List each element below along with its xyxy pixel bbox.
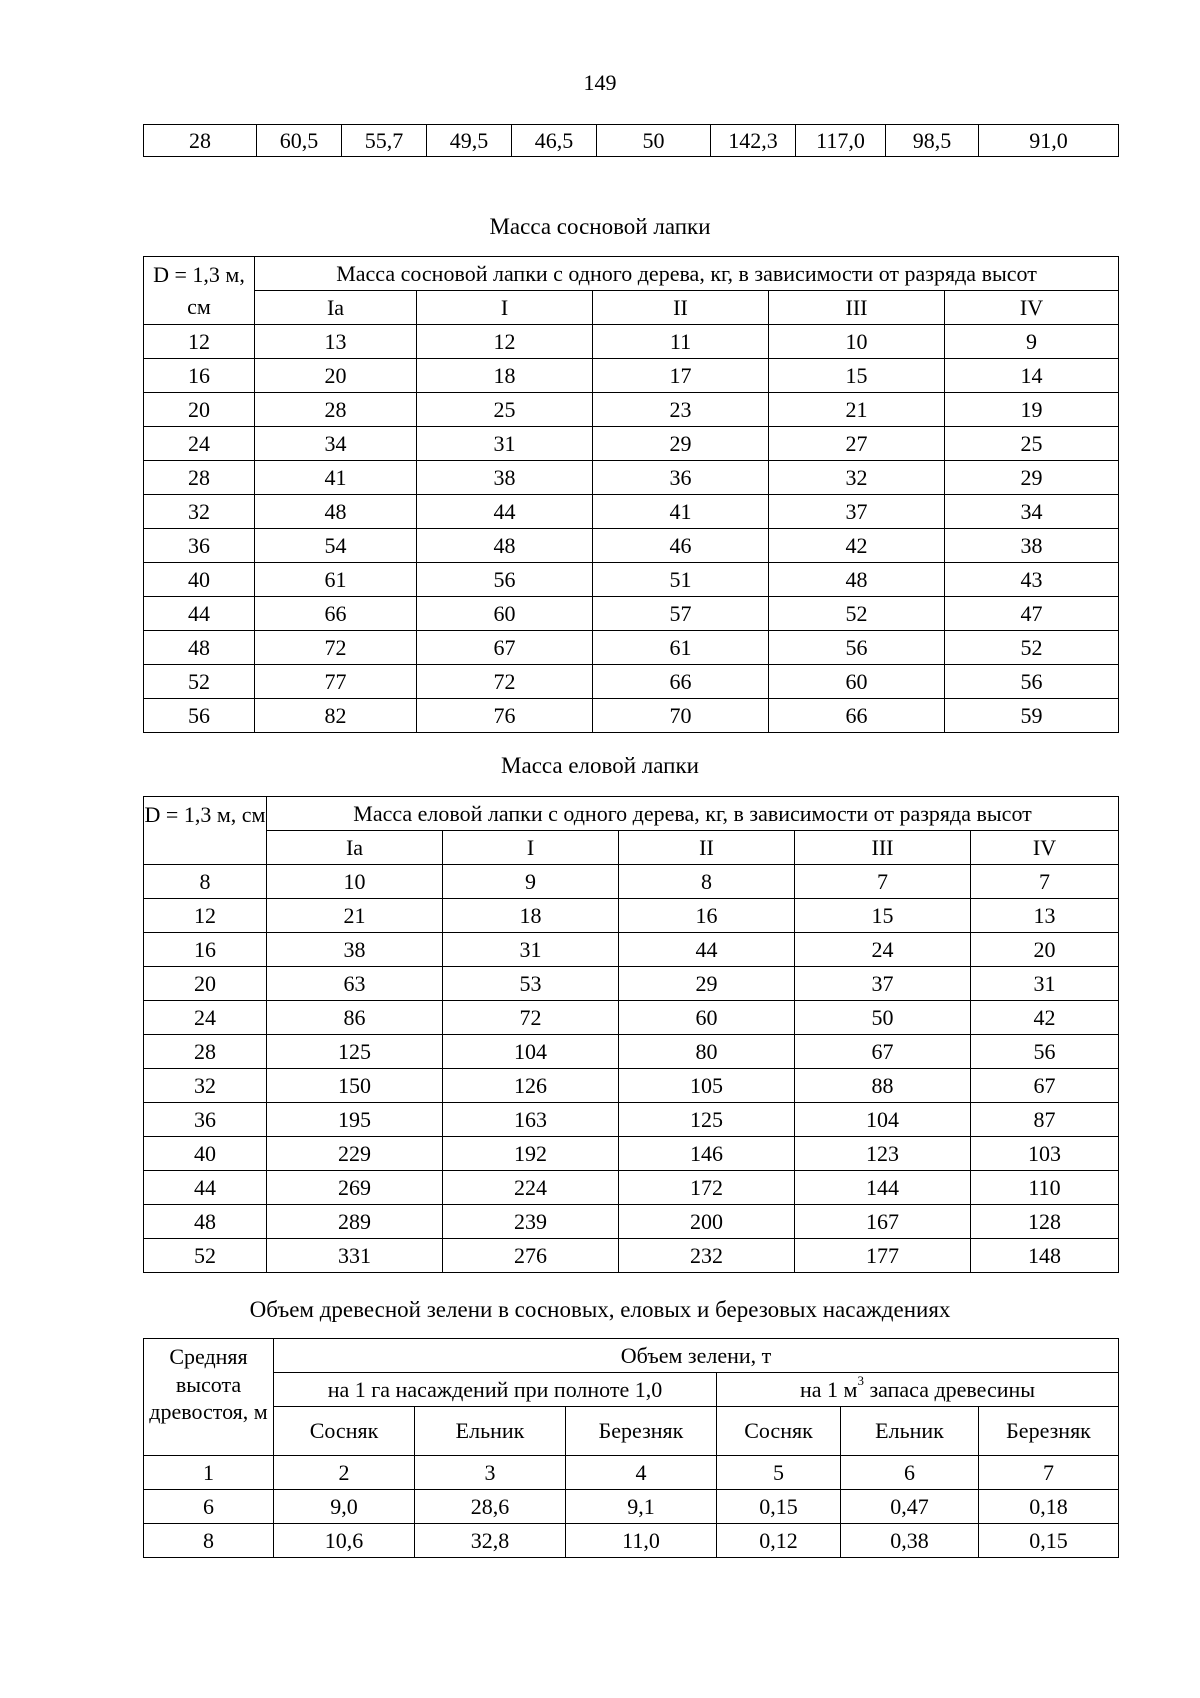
table-cell: 60 bbox=[769, 665, 945, 699]
row-header-cell: 24 bbox=[144, 427, 255, 461]
table-row bbox=[144, 461, 1119, 495]
table-cell: 269 bbox=[267, 1171, 443, 1205]
table-cell: 82 bbox=[255, 699, 417, 733]
table-cell: 66 bbox=[769, 699, 945, 733]
table-cell: 9,1 bbox=[566, 1490, 717, 1524]
row-header-cell: 32 bbox=[144, 495, 255, 529]
table-cell: 331 bbox=[267, 1239, 443, 1273]
table-cell: 42 bbox=[971, 1001, 1119, 1035]
height-header: Средняя высота древостоя, м bbox=[144, 1339, 274, 1456]
diameter-header: D = 1,3 м, см bbox=[144, 797, 267, 865]
column-header: Ia bbox=[267, 831, 443, 865]
table-cell: 17 bbox=[593, 359, 769, 393]
table-cell: 142,3 bbox=[711, 125, 796, 157]
table-cell: 105 bbox=[619, 1069, 795, 1103]
table-cell: 125 bbox=[619, 1103, 795, 1137]
table-cell: 25 bbox=[417, 393, 593, 427]
table-row bbox=[144, 1490, 1119, 1524]
table-cell: 48 bbox=[255, 495, 417, 529]
table-cell: 200 bbox=[619, 1205, 795, 1239]
table-cell: 51 bbox=[593, 563, 769, 597]
table-row bbox=[144, 631, 1119, 665]
table-cell: 25 bbox=[945, 427, 1119, 461]
table-cell: 32,8 bbox=[415, 1524, 566, 1558]
table-cell: 60 bbox=[619, 1001, 795, 1035]
row-header-cell: 28 bbox=[144, 461, 255, 495]
table-cell: 28,6 bbox=[415, 1490, 566, 1524]
table-row bbox=[144, 529, 1119, 563]
column-header: III bbox=[795, 831, 971, 865]
table-cell: 239 bbox=[443, 1205, 619, 1239]
table-cell: 16 bbox=[619, 899, 795, 933]
table-cell: 9 bbox=[945, 325, 1119, 359]
row-header-cell: 20 bbox=[144, 393, 255, 427]
table-cell: 91,0 bbox=[979, 125, 1119, 157]
table-cell: 41 bbox=[255, 461, 417, 495]
pine-table-title: Масса сосновой лапки bbox=[489, 214, 711, 239]
table-cell: 38 bbox=[417, 461, 593, 495]
table-cell: 41 bbox=[593, 495, 769, 529]
table-cell: 20 bbox=[255, 359, 417, 393]
species-header: Ельник bbox=[415, 1407, 566, 1456]
table-row bbox=[144, 427, 1119, 461]
table-cell: 59 bbox=[945, 699, 1119, 733]
table-cell: 86 bbox=[267, 1001, 443, 1035]
column-number: 7 bbox=[979, 1456, 1119, 1490]
table-header-row bbox=[144, 291, 1119, 325]
column-number: 4 bbox=[566, 1456, 717, 1490]
per-cubic-meter-prefix: на 1 м bbox=[799, 1376, 858, 1402]
row-header-cell: 40 bbox=[144, 563, 255, 597]
table-cell: 56 bbox=[417, 563, 593, 597]
table-cell: 224 bbox=[443, 1171, 619, 1205]
table-cell: 13 bbox=[255, 325, 417, 359]
column-number: 6 bbox=[841, 1456, 979, 1490]
row-header-cell: 56 bbox=[144, 699, 255, 733]
table-cell: 0,15 bbox=[717, 1490, 841, 1524]
table-cell: 148 bbox=[971, 1239, 1119, 1273]
column-header: III bbox=[769, 291, 945, 325]
table-cell: 48 bbox=[417, 529, 593, 563]
table-cell: 38 bbox=[267, 933, 443, 967]
table-cell: 37 bbox=[795, 967, 971, 1001]
table-row bbox=[144, 563, 1119, 597]
table-cell: 12 bbox=[417, 325, 593, 359]
table-cell: 53 bbox=[443, 967, 619, 1001]
table-row bbox=[144, 967, 1119, 1001]
table-cell: 123 bbox=[795, 1137, 971, 1171]
row-header-cell: 8 bbox=[144, 865, 267, 899]
table-cell: 24 bbox=[795, 933, 971, 967]
table-cell: 128 bbox=[971, 1205, 1119, 1239]
greenery-table bbox=[143, 1338, 1119, 1558]
table-cell: 15 bbox=[795, 899, 971, 933]
group-header: Масса еловой лапки с одного дерева, кг, в зависимости от разряда высот bbox=[267, 797, 1119, 831]
table-row bbox=[144, 699, 1119, 733]
row-header-cell: 52 bbox=[144, 665, 255, 699]
spruce-table-body bbox=[144, 865, 1119, 1273]
table-cell: 195 bbox=[267, 1103, 443, 1137]
table-cell: 32 bbox=[769, 461, 945, 495]
table-cell: 67 bbox=[971, 1069, 1119, 1103]
row-header-cell: 8 bbox=[144, 1524, 274, 1558]
table-cell: 276 bbox=[443, 1239, 619, 1273]
table-cell: 11,0 bbox=[566, 1524, 717, 1558]
row-header-cell: 32 bbox=[144, 1069, 267, 1103]
row-header-cell: 24 bbox=[144, 1001, 267, 1035]
table-cell: 70 bbox=[593, 699, 769, 733]
row-header-cell: 48 bbox=[144, 1205, 267, 1239]
table-cell: 36 bbox=[593, 461, 769, 495]
superscript: 3 bbox=[857, 1372, 864, 1388]
table-header-row bbox=[144, 1407, 1119, 1456]
table-row bbox=[144, 597, 1119, 631]
column-header: I bbox=[417, 291, 593, 325]
greenery-table-body bbox=[144, 1490, 1119, 1558]
table-cell: 11 bbox=[593, 325, 769, 359]
table-header-row bbox=[144, 257, 1119, 291]
table-cell: 67 bbox=[417, 631, 593, 665]
spruce-table-title: Масса еловой лапки bbox=[501, 753, 699, 778]
table-cell: 52 bbox=[769, 597, 945, 631]
table-cell: 56 bbox=[971, 1035, 1119, 1069]
table-cell: 192 bbox=[443, 1137, 619, 1171]
row-header-cell: 16 bbox=[144, 933, 267, 967]
table-cell: 72 bbox=[417, 665, 593, 699]
per-cubic-meter-header bbox=[717, 1373, 1119, 1407]
table-cell: 38 bbox=[945, 529, 1119, 563]
table-cell: 46,5 bbox=[512, 125, 597, 157]
table-cell: 87 bbox=[971, 1103, 1119, 1137]
table-cell: 76 bbox=[417, 699, 593, 733]
table-cell: 126 bbox=[443, 1069, 619, 1103]
table-cell: 66 bbox=[593, 665, 769, 699]
table-cell: 7 bbox=[971, 865, 1119, 899]
table-cell: 110 bbox=[971, 1171, 1119, 1205]
table-row bbox=[144, 1103, 1119, 1137]
table-cell: 31 bbox=[971, 967, 1119, 1001]
table-cell: 172 bbox=[619, 1171, 795, 1205]
page-number: 149 bbox=[583, 70, 617, 95]
table-row bbox=[144, 865, 1119, 899]
table-cell: 60,5 bbox=[257, 125, 342, 157]
table-cell: 9,0 bbox=[274, 1490, 415, 1524]
table-cell: 10,6 bbox=[274, 1524, 415, 1558]
table-cell: 50 bbox=[597, 125, 711, 157]
table-row bbox=[144, 1001, 1119, 1035]
column-number-row bbox=[144, 1456, 1119, 1490]
per-hectare-header: на 1 га насаждений при полноте 1,0 bbox=[274, 1373, 717, 1407]
table-cell: 9 bbox=[443, 865, 619, 899]
table-cell: 44 bbox=[417, 495, 593, 529]
table-row bbox=[144, 1524, 1119, 1558]
table-cell: 29 bbox=[945, 461, 1119, 495]
table-cell: 229 bbox=[267, 1137, 443, 1171]
column-header: II bbox=[593, 291, 769, 325]
table-cell: 20 bbox=[971, 933, 1119, 967]
table-cell: 88 bbox=[795, 1069, 971, 1103]
table-row bbox=[144, 1171, 1119, 1205]
table-cell: 57 bbox=[593, 597, 769, 631]
table-cell: 0,12 bbox=[717, 1524, 841, 1558]
table-cell: 29 bbox=[593, 427, 769, 461]
row-header-cell: 6 bbox=[144, 1490, 274, 1524]
table-cell: 31 bbox=[417, 427, 593, 461]
table-row bbox=[144, 495, 1119, 529]
table-cell: 42 bbox=[769, 529, 945, 563]
table-cell: 50 bbox=[795, 1001, 971, 1035]
table-cell: 98,5 bbox=[886, 125, 979, 157]
row-header-cell: 52 bbox=[144, 1239, 267, 1273]
species-header: Ельник bbox=[841, 1407, 979, 1456]
table-row bbox=[144, 125, 1119, 157]
table-cell: 47 bbox=[945, 597, 1119, 631]
column-header: IV bbox=[971, 831, 1119, 865]
table-row bbox=[144, 359, 1119, 393]
table-cell: 10 bbox=[769, 325, 945, 359]
column-header: Ia bbox=[255, 291, 417, 325]
column-header: II bbox=[619, 831, 795, 865]
table-cell: 15 bbox=[769, 359, 945, 393]
column-number: 3 bbox=[415, 1456, 566, 1490]
row-header-cell: 44 bbox=[144, 1171, 267, 1205]
table-cell: 72 bbox=[255, 631, 417, 665]
volume-header: Объем зелени, т bbox=[274, 1339, 1119, 1373]
table-cell: 8 bbox=[619, 865, 795, 899]
table-cell: 0,38 bbox=[841, 1524, 979, 1558]
table-cell: 146 bbox=[619, 1137, 795, 1171]
species-header: Сосняк bbox=[274, 1407, 415, 1456]
table-cell: 103 bbox=[971, 1137, 1119, 1171]
row-header-cell: 12 bbox=[144, 899, 267, 933]
table-cell: 18 bbox=[443, 899, 619, 933]
table-cell: 56 bbox=[769, 631, 945, 665]
group-header: Масса сосновой лапки с одного дерева, кг, в зависимости от разряда высот bbox=[255, 257, 1119, 291]
table-cell: 0,18 bbox=[979, 1490, 1119, 1524]
table-row bbox=[144, 1069, 1119, 1103]
table-cell: 177 bbox=[795, 1239, 971, 1273]
row-header-cell: 28 bbox=[144, 1035, 267, 1069]
spruce-table bbox=[143, 796, 1119, 1273]
table-header-row bbox=[144, 797, 1119, 831]
row-header-cell: 16 bbox=[144, 359, 255, 393]
column-header: IV bbox=[945, 291, 1119, 325]
table-cell: 61 bbox=[593, 631, 769, 665]
table-cell: 117,0 bbox=[796, 125, 886, 157]
table-header-row bbox=[144, 1373, 1119, 1407]
table-cell: 44 bbox=[619, 933, 795, 967]
table-cell: 60 bbox=[417, 597, 593, 631]
continued-table bbox=[143, 124, 1119, 157]
table-cell: 29 bbox=[619, 967, 795, 1001]
pine-table-body bbox=[144, 325, 1119, 733]
greenery-table-title: Объем древесной зелени в сосновых, еловых и березовых насаждениях bbox=[249, 1297, 951, 1322]
table-cell: 0,15 bbox=[979, 1524, 1119, 1558]
table-cell: 31 bbox=[443, 933, 619, 967]
row-header-cell: 44 bbox=[144, 597, 255, 631]
table-cell: 67 bbox=[795, 1035, 971, 1069]
table-cell: 150 bbox=[267, 1069, 443, 1103]
table-cell: 52 bbox=[945, 631, 1119, 665]
table-cell: 77 bbox=[255, 665, 417, 699]
row-header-cell: 40 bbox=[144, 1137, 267, 1171]
table-cell: 10 bbox=[267, 865, 443, 899]
table-cell: 28 bbox=[144, 125, 257, 157]
table-cell: 23 bbox=[593, 393, 769, 427]
table-cell: 104 bbox=[443, 1035, 619, 1069]
table-cell: 0,47 bbox=[841, 1490, 979, 1524]
table-row bbox=[144, 1239, 1119, 1273]
row-header-cell: 20 bbox=[144, 967, 267, 1001]
row-header-cell: 36 bbox=[144, 1103, 267, 1137]
table-row bbox=[144, 393, 1119, 427]
table-cell: 14 bbox=[945, 359, 1119, 393]
table-cell: 34 bbox=[945, 495, 1119, 529]
table-cell: 43 bbox=[945, 563, 1119, 597]
column-header: I bbox=[443, 831, 619, 865]
table-cell: 27 bbox=[769, 427, 945, 461]
column-number: 5 bbox=[717, 1456, 841, 1490]
table-cell: 163 bbox=[443, 1103, 619, 1137]
table-cell: 289 bbox=[267, 1205, 443, 1239]
table-cell: 144 bbox=[795, 1171, 971, 1205]
table-header-row bbox=[144, 1339, 1119, 1373]
table-cell: 54 bbox=[255, 529, 417, 563]
row-header-cell: 36 bbox=[144, 529, 255, 563]
table-cell: 21 bbox=[769, 393, 945, 427]
table-cell: 56 bbox=[945, 665, 1119, 699]
table-cell: 167 bbox=[795, 1205, 971, 1239]
table-cell: 19 bbox=[945, 393, 1119, 427]
column-number: 1 bbox=[144, 1456, 274, 1490]
row-header-cell: 48 bbox=[144, 631, 255, 665]
table-cell: 13 bbox=[971, 899, 1119, 933]
table-row bbox=[144, 665, 1119, 699]
table-cell: 18 bbox=[417, 359, 593, 393]
table-row bbox=[144, 1205, 1119, 1239]
table-cell: 232 bbox=[619, 1239, 795, 1273]
table-row bbox=[144, 899, 1119, 933]
table-header-row bbox=[144, 831, 1119, 865]
table-cell: 7 bbox=[795, 865, 971, 899]
table-cell: 72 bbox=[443, 1001, 619, 1035]
pine-table bbox=[143, 256, 1119, 733]
table-row bbox=[144, 1035, 1119, 1069]
table-row bbox=[144, 325, 1119, 359]
species-header: Березняк bbox=[566, 1407, 717, 1456]
table-cell: 48 bbox=[769, 563, 945, 597]
table-row bbox=[144, 1137, 1119, 1171]
table-cell: 46 bbox=[593, 529, 769, 563]
table-cell: 125 bbox=[267, 1035, 443, 1069]
table-cell: 63 bbox=[267, 967, 443, 1001]
column-number: 2 bbox=[274, 1456, 415, 1490]
table-cell: 37 bbox=[769, 495, 945, 529]
table-cell: 55,7 bbox=[342, 125, 427, 157]
species-header: Березняк bbox=[979, 1407, 1119, 1456]
per-cubic-meter-suffix: запаса древесины bbox=[863, 1376, 1036, 1402]
table-cell: 21 bbox=[267, 899, 443, 933]
table-cell: 28 bbox=[255, 393, 417, 427]
species-header: Сосняк bbox=[717, 1407, 841, 1456]
diameter-header: D = 1,3 м, см bbox=[144, 257, 255, 325]
table-cell: 61 bbox=[255, 563, 417, 597]
table-cell: 66 bbox=[255, 597, 417, 631]
table-cell: 34 bbox=[255, 427, 417, 461]
table-cell: 49,5 bbox=[427, 125, 512, 157]
table-cell: 104 bbox=[795, 1103, 971, 1137]
table-cell: 80 bbox=[619, 1035, 795, 1069]
row-header-cell: 12 bbox=[144, 325, 255, 359]
table-row bbox=[144, 933, 1119, 967]
